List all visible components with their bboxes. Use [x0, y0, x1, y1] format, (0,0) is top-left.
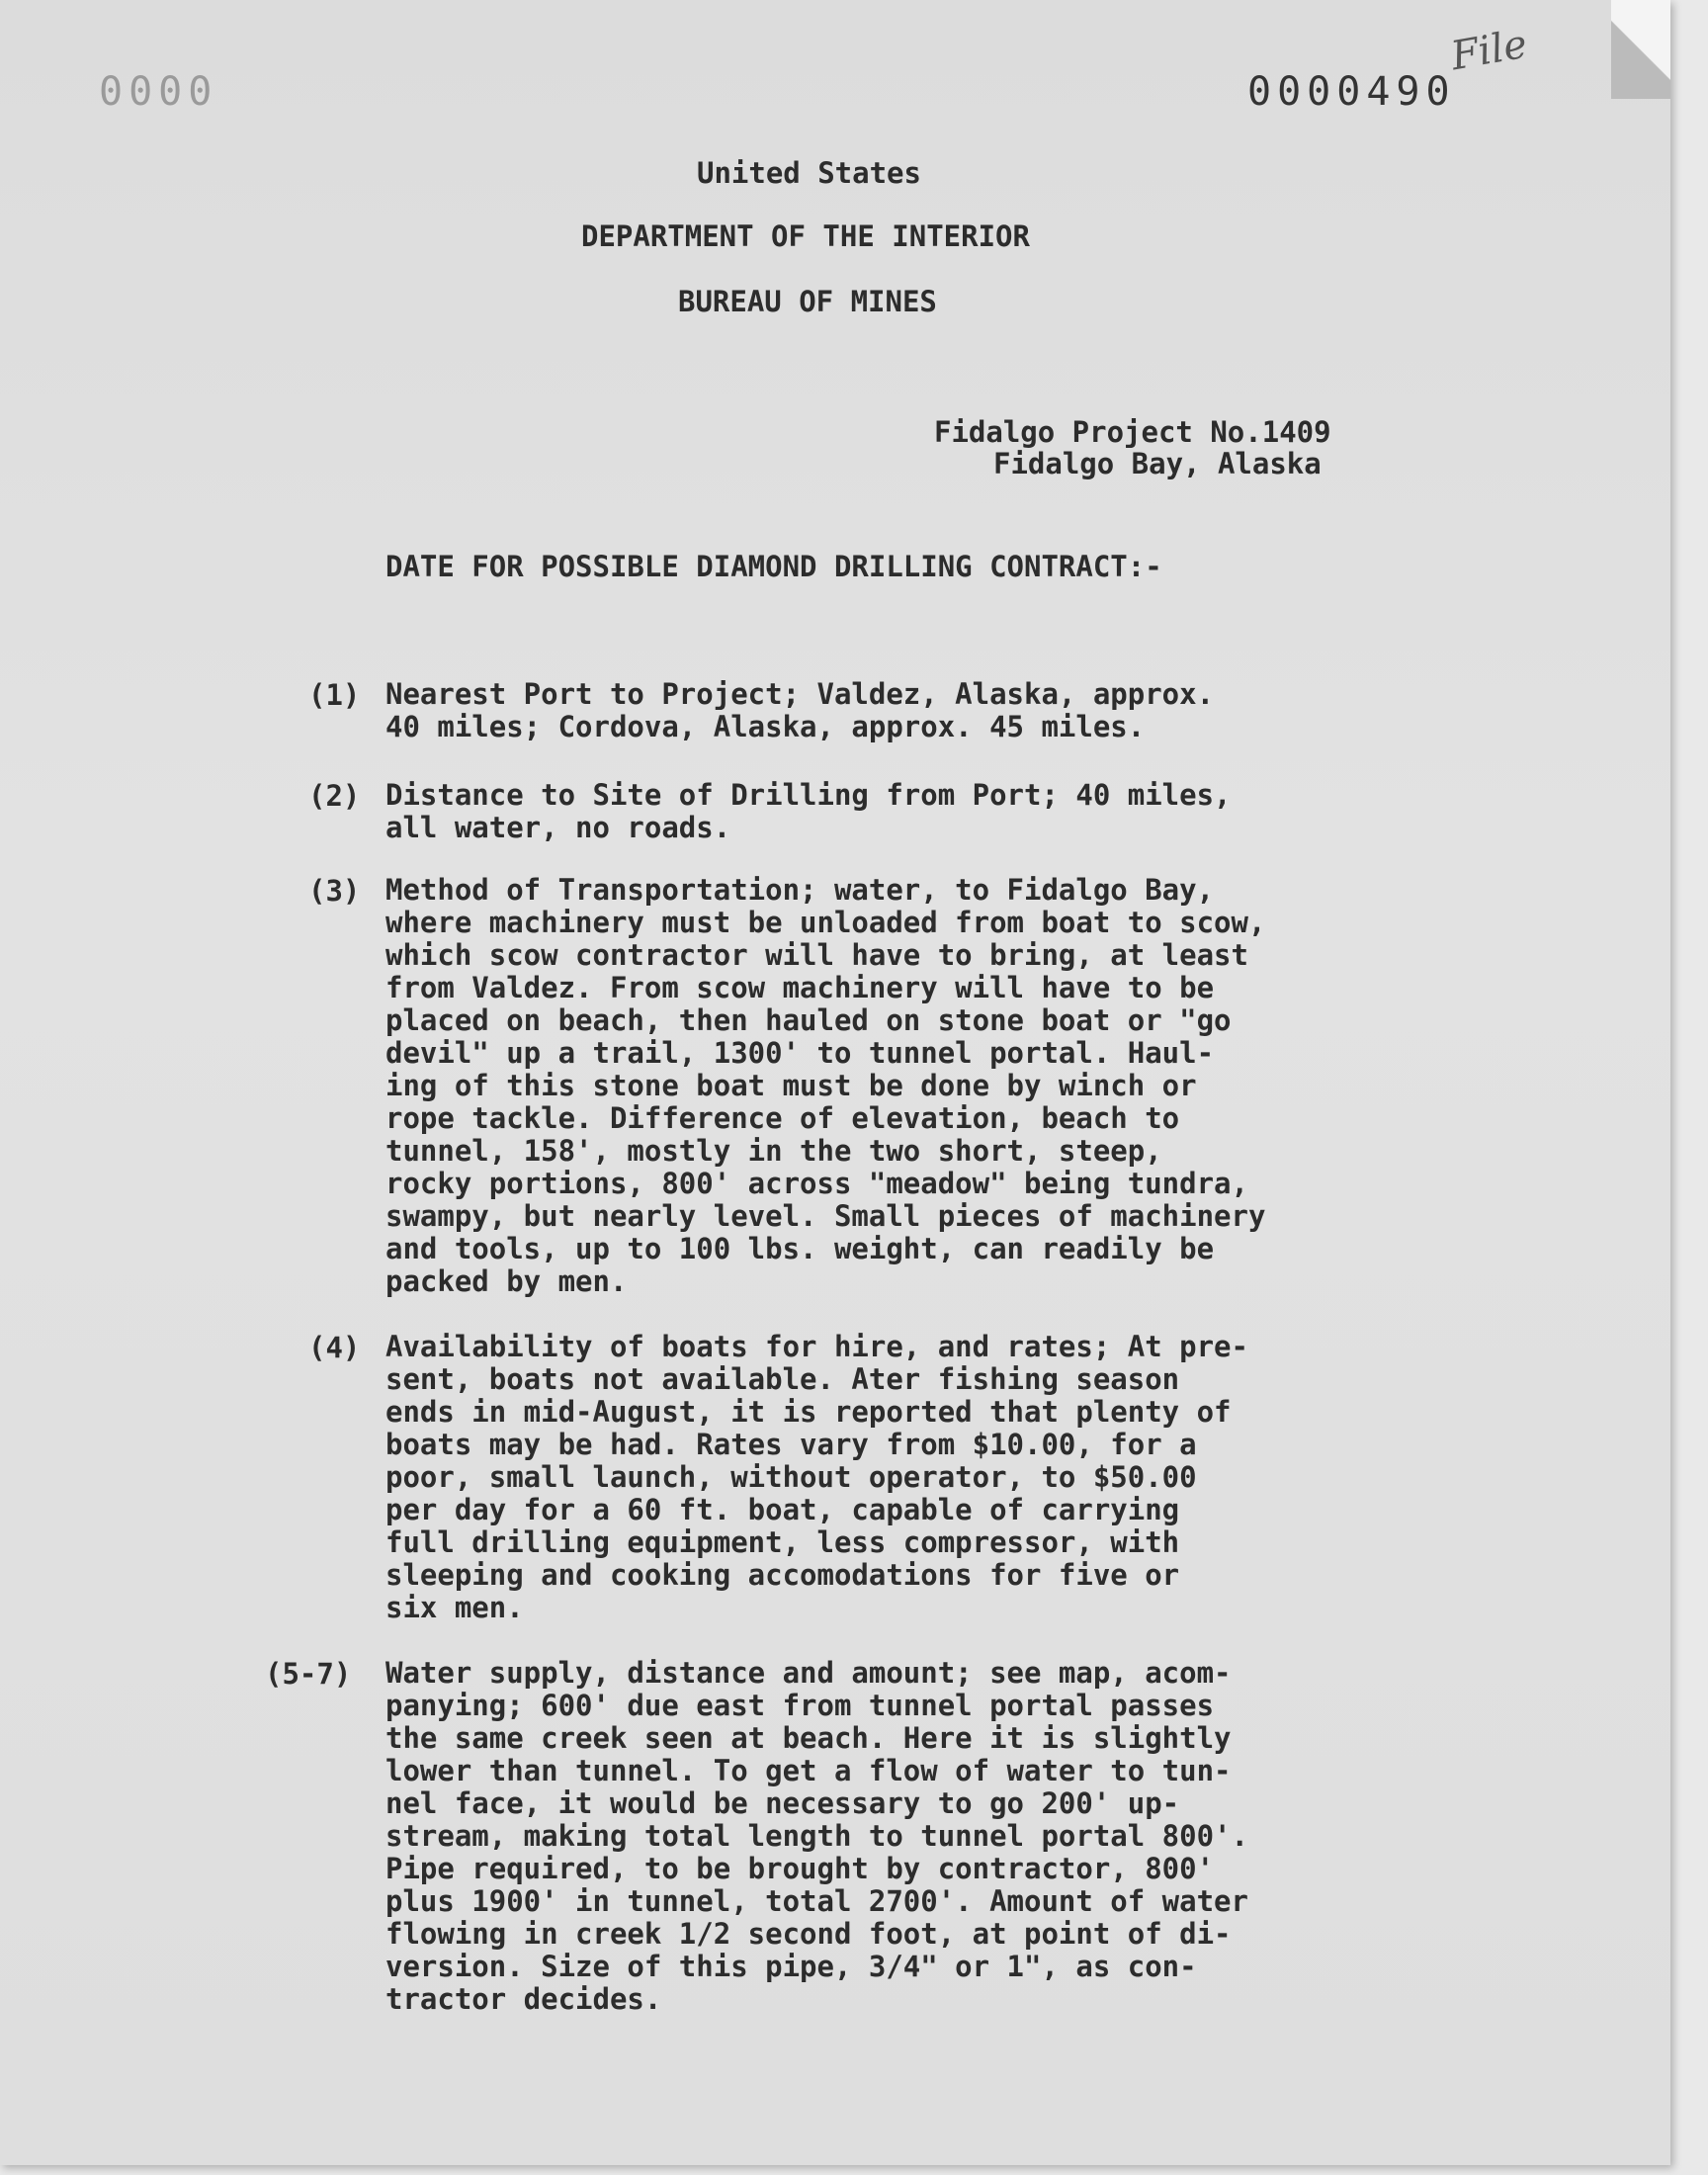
- item-number: (5-7): [265, 1657, 352, 1691]
- item-number: (1): [308, 678, 361, 712]
- header-department: DEPARTMENT OF THE INTERIOR: [581, 219, 1030, 253]
- item-text: Nearest Port to Project; Valdez, Alaska, approx. 40 miles; Cordova, Alaska, approx. 45 miles.: [385, 677, 1215, 743]
- item-number: (4): [308, 1331, 361, 1364]
- page-corner-fold: [1611, 0, 1670, 99]
- item-text: Method of Transportation; water, to Fidalgo Bay, where machinery must be unloaded from boat to scow, which scow contractor will have to bring, at least from Valdez. From scow machinery will have to be placed on beach, then hauled on stone boat or "go devil" up a trail, 1300' to tunnel portal. Haul- ing of this stone boat must be done by winch or rope tackle. Difference of elevation, beach to tunnel, 158', mostly in the two short, steep, rocky portions, 800' across "meadow" being tundra, swampy, but nearly level. Small pieces of machinery and tools, up to 100 lbs. weight, can readily be packed by men.: [385, 873, 1266, 1298]
- document-subject: DATE FOR POSSIBLE DIAMOND DRILLING CONTRACT:-: [385, 550, 1162, 583]
- item-number: (3): [308, 874, 361, 908]
- item-text: Availability of boats for hire, and rates; At pre- sent, boats not available. Ater fishing season ends in mid-August, it is reported that plenty of boats may be had. Rates vary from $10.00, for a poor, small launch, without operator, to $50.00 per day for a 60 ft. boat, capable of carrying full drilling equipment, less compressor, with sleeping and cooking accomodations for five or six men.: [385, 1330, 1248, 1624]
- handwritten-file-note: File: [1447, 21, 1531, 80]
- header-bureau: BUREAU OF MINES: [678, 285, 937, 318]
- project-name: Fidalgo Project No.1409: [934, 415, 1331, 449]
- project-location: Fidalgo Bay, Alaska: [993, 447, 1322, 480]
- item-number: (2): [308, 779, 361, 813]
- header-country: United States: [697, 156, 921, 190]
- item-text: Distance to Site of Drilling from Port; 40 miles, all water, no roads.: [385, 778, 1232, 844]
- left-stamp-number: 0000: [99, 69, 218, 115]
- document-number: 0000490: [1247, 69, 1456, 115]
- item-text: Water supply, distance and amount; see map, acom- panying; 600' due east from tunnel portal passes the same creek seen at beach. Here it is slightly lower than tunnel. To get a flow of water to tun- nel face, it would be necessary to go 200' up- stream, making total length to tunnel portal 800'. Pipe required, to be brought by contractor, 800' plus 1900' in tunnel, total 2700'. Amount of water flowing in creek 1/2 second foot, at point of di- version. Size of this pipe, 3/4" or 1", as con- tractor decides.: [385, 1656, 1248, 2016]
